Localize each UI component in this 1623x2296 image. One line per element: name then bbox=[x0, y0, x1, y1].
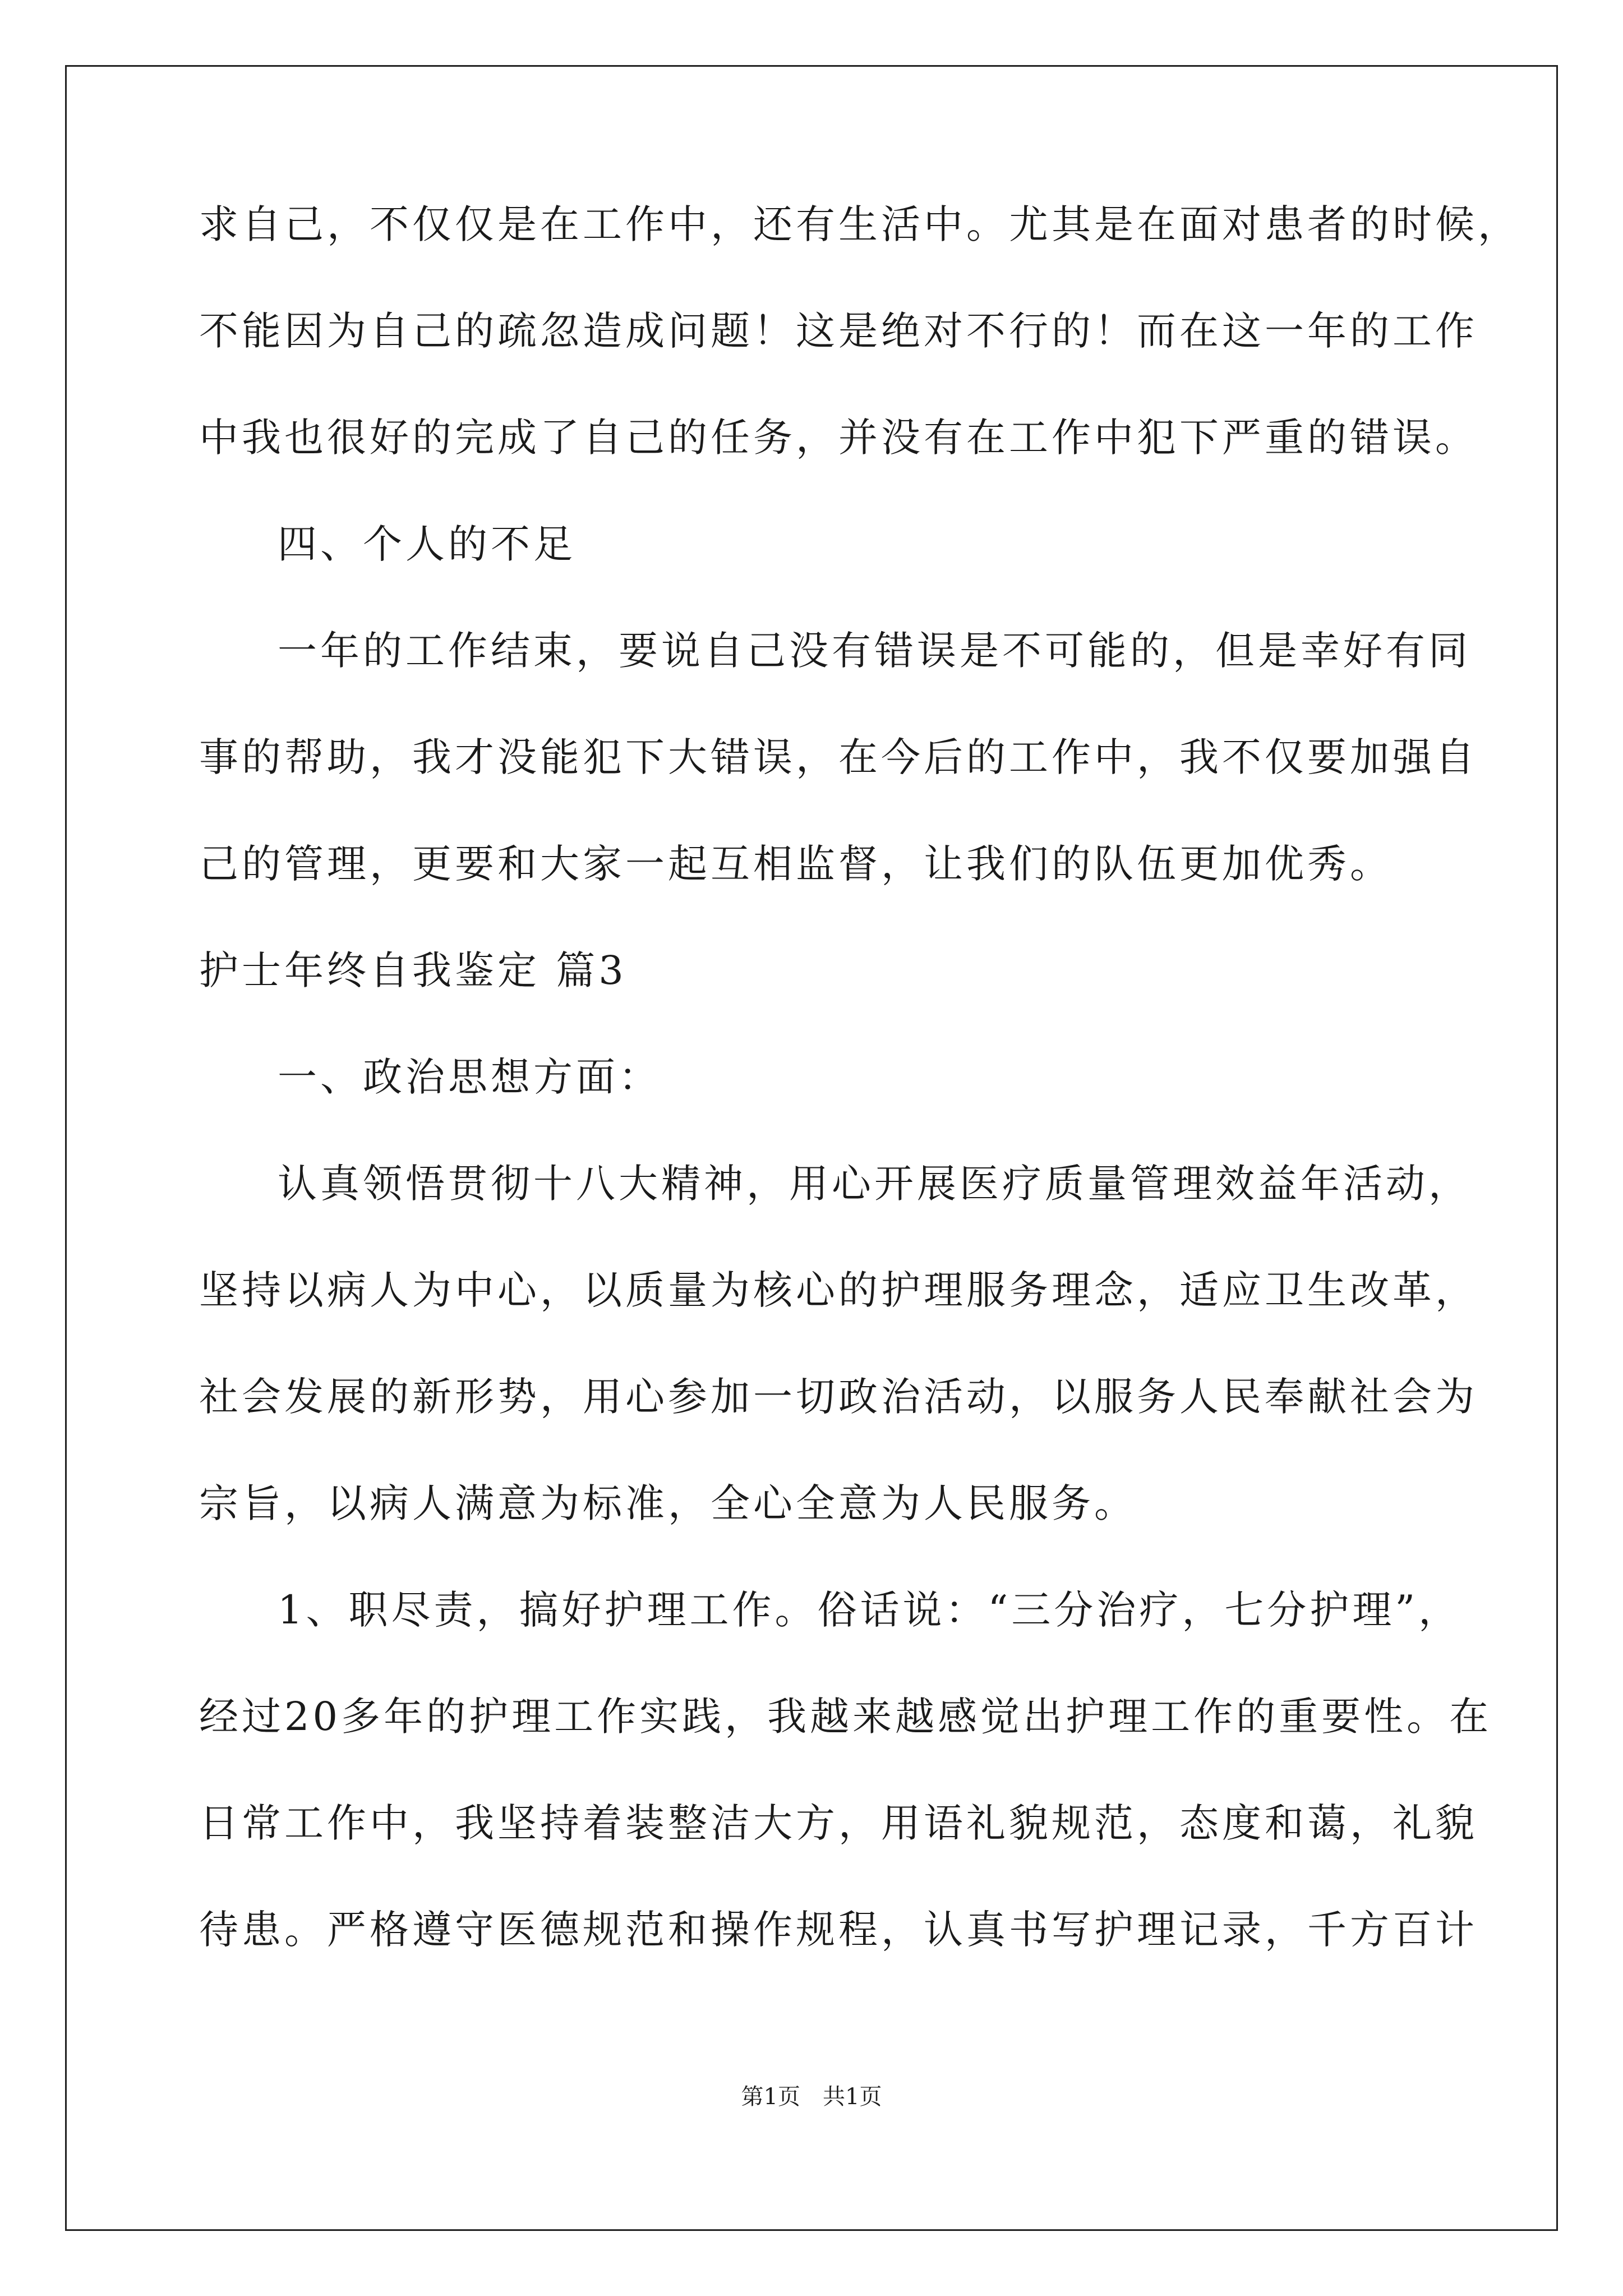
paragraph-line: 求自己，不仅仅是在工作中，还有生活中。尤其是在面对患者的时候， bbox=[199, 201, 1520, 247]
paragraph-line: 1、职尽责，搞好护理工作。俗话说：“三分治疗，七分护理”， bbox=[278, 1587, 1461, 1633]
paragraph-line: 中我也很好的完成了自己的任务，并没有在工作中犯下严重的错误。 bbox=[199, 415, 1478, 461]
paragraph-line: 社会发展的新形势，用心参加一切政治活动，以服务人民奉献社会为 bbox=[199, 1374, 1478, 1420]
paragraph-line: 事的帮助，我才没能犯下大错误，在今后的工作中，我不仅要加强自 bbox=[199, 734, 1478, 780]
page-footer: 第1页 共1页 bbox=[741, 2084, 882, 2110]
paragraph-line: 认真领悟贯彻十八大精神，用心开展医疗质量管理效益年活动， bbox=[278, 1161, 1471, 1207]
paragraph-line: 经过20多年的护理工作实践，我越来越感觉出护理工作的重要性。在 bbox=[199, 1694, 1492, 1740]
paragraph-line: 宗旨，以病人满意为标准，全心全意为人民服务。 bbox=[199, 1480, 1137, 1526]
paragraph-line: 不能因为自己的疏忽造成问题！这是绝对不行的！而在这一年的工作 bbox=[199, 308, 1478, 354]
paragraph-line: 坚持以病人为中心，以质量为核心的护理服务理念，适应卫生改革， bbox=[199, 1267, 1478, 1313]
section-heading: 一、政治思想方面： bbox=[278, 1054, 661, 1100]
paragraph-line: 待患。严格遵守医德规范和操作规程，认真书写护理记录，千方百计 bbox=[199, 1907, 1478, 1953]
paragraph-line: 日常工作中，我坚持着装整洁大方，用语礼貌规范，态度和蔼，礼貌 bbox=[199, 1800, 1478, 1846]
section-heading: 四、个人的不足 bbox=[278, 521, 576, 567]
paragraph-line: 一年的工作结束，要说自己没有错误是不可能的，但是幸好有同 bbox=[278, 628, 1471, 674]
article-title: 护士年终自我鉴定 篇3 bbox=[199, 947, 627, 993]
paragraph-line: 己的管理，更要和大家一起互相监督，让我们的队伍更加优秀。 bbox=[199, 841, 1393, 887]
